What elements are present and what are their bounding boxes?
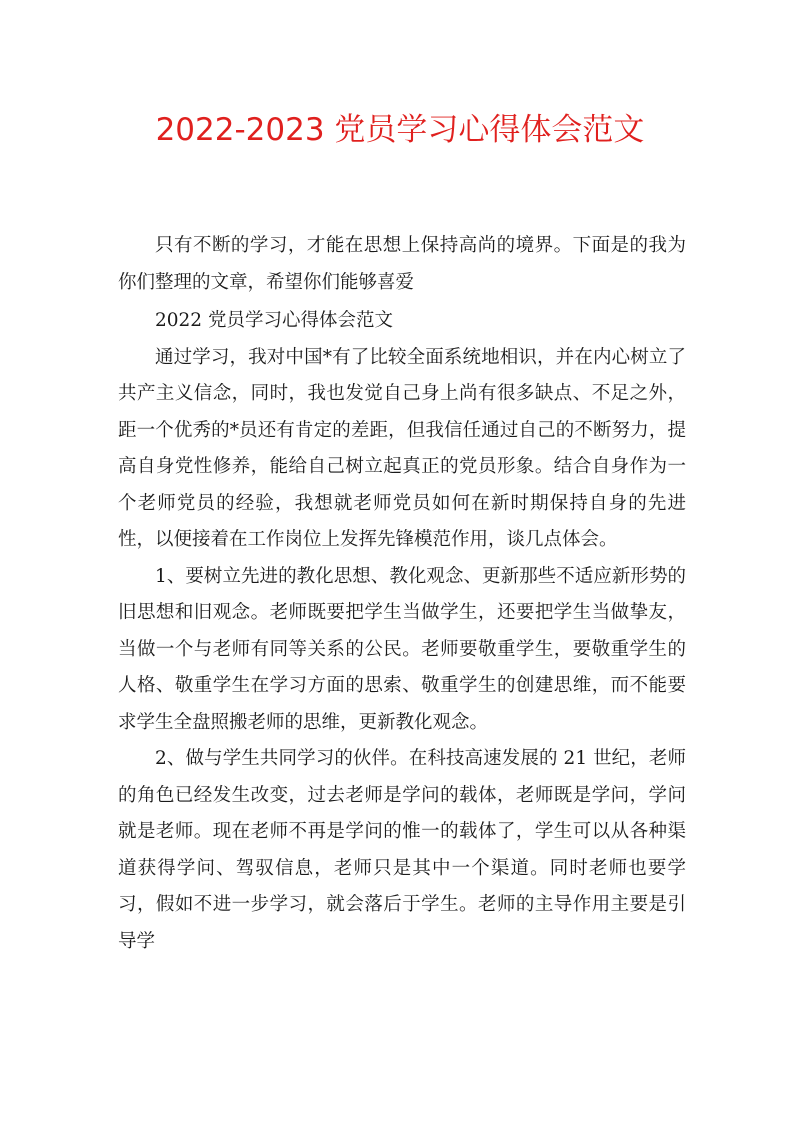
body-paragraph-3: 2、做与学生共同学习的伙伴。在科技高速发展的 21 世纪，老师的角色已经发生改变，过去老师是学问的载体，老师既是学问，学问就是老师。现在老师不再是学问的惟一的载体了，学生可以从各种渠道获得学问、驾驭信息，老师只是其中一个渠道。同时老师也要学习，假如不进一步学习，就会落后于学生。老师的主导作用主要是引导学 <box>118 748 686 952</box>
section-heading: 2022 党员学习心得体会范文 <box>155 310 393 331</box>
document-body <box>118 228 686 960</box>
document-title: 2022-2023 党员学习心得体会范文 <box>155 112 645 148</box>
body-paragraph-2: 1、要树立先进的教化思想、教化观念、更新那些不适应新形势的旧思想和旧观念。老师既要把学生当做学生，还要把学生当做挚友，当做一个与老师有同等关系的公民。老师要敬重学生，要敬重学生的人格、敬重学生在学习方面的思索、敬重学生的创建思维，而不能要求学生全盘照搬老师的思维，更新教化观念。 <box>118 565 686 733</box>
body-paragraph-1: 通过学习，我对中国*有了比较全面系统地相识，并在内心树立了共产主义信念，同时，我也发觉自己身上尚有很多缺点、不足之外，距一个优秀的*员还有肯定的差距，但我信任通过自己的不断努力，提高自身党性修养，能给自己树立起真正的党员形象。结合自身作为一个老师党员的经验，我想就老师党员如何在新时期保持自身的先进性，以便接着在工作岗位上发挥先锋模范作用，谈几点体会。 <box>118 346 686 550</box>
intro-paragraph: 只有不断的学习，才能在思想上保持高尚的境界。下面是的我为你们整理的文章，希望你们能够喜爱 <box>118 235 686 293</box>
